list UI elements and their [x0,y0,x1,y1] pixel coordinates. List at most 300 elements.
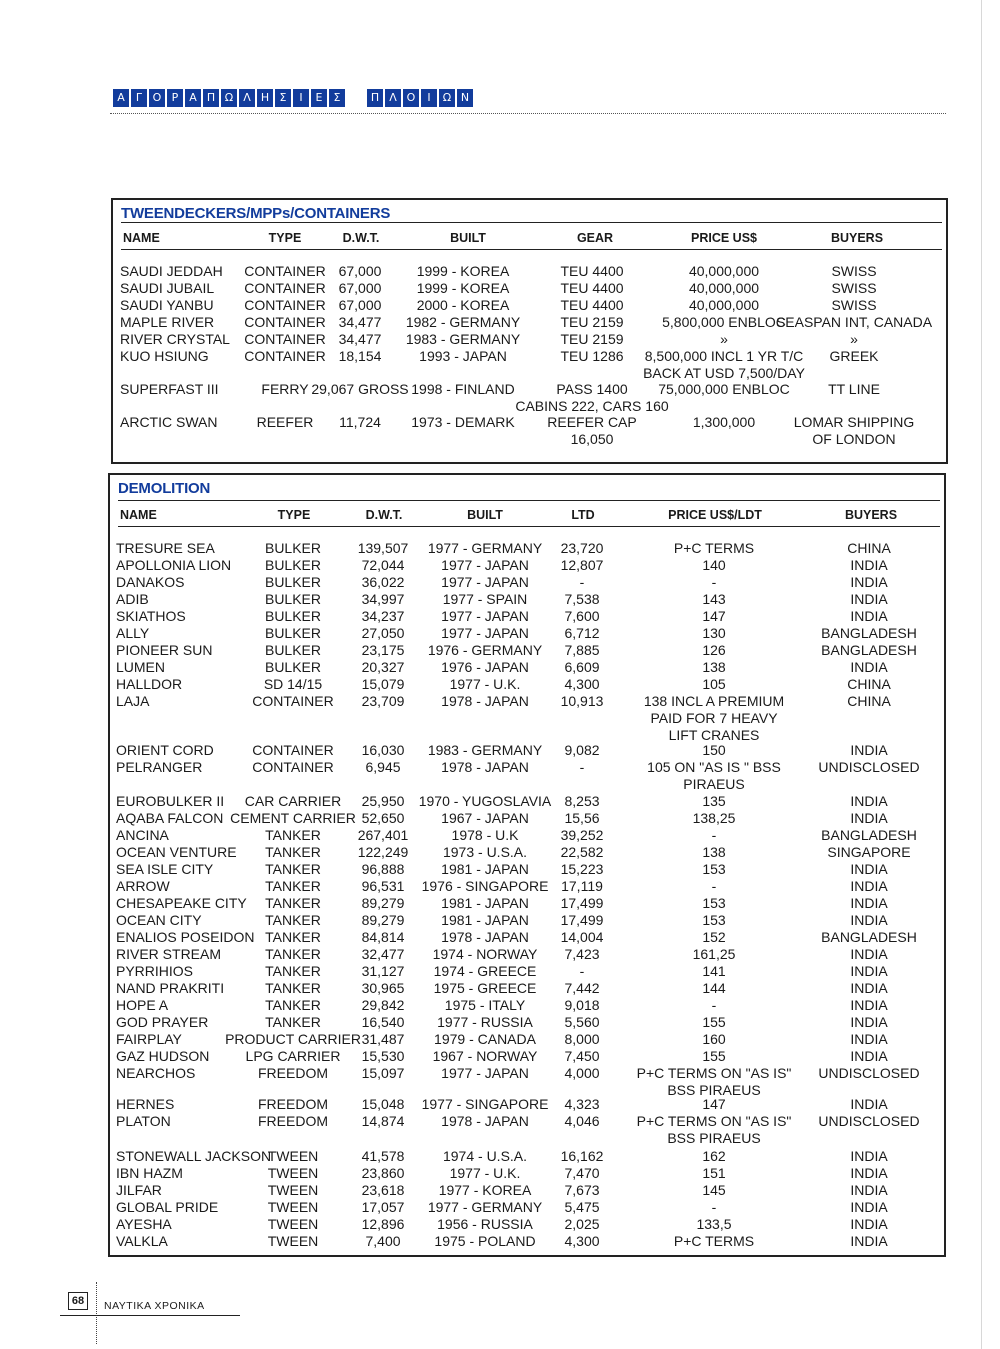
cell-dwt: 11,724 [339,414,381,430]
cell-dwt: 89,279 [361,895,405,911]
cell-built: 1981 - JAPAN [441,895,529,911]
cell-type: TANKER [265,1014,321,1030]
column-header: TYPE [277,508,311,522]
cell-type: CONTAINER [252,693,334,709]
cell-built: 1977 - SPAIN [442,591,528,607]
cell-type: FREEDOM [258,1096,328,1112]
cell-built: 1981 - JAPAN [441,861,529,877]
cell-name: OCEAN VENTURE [116,844,237,860]
cell-dwt: 67,000 [338,263,382,279]
cell-price: P+C TERMS ON "AS IS" [636,1065,792,1081]
cell-built: 1970 - YUGOSLAVIA [418,793,552,809]
cell-built: 1973 - DEMARK [411,414,515,430]
header-letter-tile: Ο [149,89,165,107]
cell-built: 1978 - JAPAN [441,693,529,709]
cell-type: BULKER [264,659,322,675]
cell-dwt: 96,888 [361,861,405,877]
cell-built: 1977 - KOREA [438,1182,532,1198]
cell-dwt: 84,814 [361,929,405,945]
cell-type: TANKER [265,997,321,1013]
column-header: NAME [120,508,157,522]
cell-dwt: 32,477 [361,946,405,962]
cell-dwt: 41,578 [361,1148,405,1164]
cell-buyers: INDIA [850,1096,888,1112]
cell-built: 1976 - GERMANY [427,642,543,658]
cell-dwt: 20,327 [361,659,405,675]
cell-built: 1993 - JAPAN [419,348,507,364]
cell-type: LPG CARRIER [245,1048,341,1064]
cell-name: ENALIOS POSEIDON [116,929,255,945]
cell-type: PRODUCT CARRIER [225,1031,361,1047]
cell-ltd: 4,046 [564,1113,600,1129]
cell-type: TANKER [265,912,321,928]
cell-price: 140 [702,557,726,573]
cell-ltd: 7,442 [564,980,600,996]
cell-gear: TEU 4400 [560,297,624,313]
column-header: LTD [571,508,595,522]
footer-rule [60,1315,240,1316]
header-letter-tile: Ι [421,89,437,107]
cell-type: BULKER [264,557,322,573]
cell-dwt: 34,997 [361,591,405,607]
cell-name: SUPERFAST III [120,381,219,397]
cell-dwt: 122,249 [357,844,409,860]
cell-buyers: INDIA [850,1182,888,1198]
header-letter-tile: Λ [239,89,255,107]
header-letter-tile: Λ [385,89,401,107]
cell-price: 145 [702,1182,726,1198]
cell-ltd: 17,499 [560,912,604,928]
cell-dwt: 15,530 [361,1048,405,1064]
cell-type: TANKER [265,929,321,945]
cell-built: 1977 - GERMANY [427,540,543,556]
cell-buyers: CHINA [847,676,891,692]
cell-name: CHESAPEAKE CITY [116,895,247,911]
column-header: TYPE [268,231,302,245]
cell-price: 126 [702,642,726,658]
cell-buyers: INDIA [850,793,888,809]
cell-name: SAUDI YANBU [120,297,214,313]
cell-ltd: 7,885 [564,642,600,658]
cell-name: GLOBAL PRIDE [116,1199,219,1215]
cell-name: PIONEER SUN [116,642,213,658]
cell-buyers: INDIA [850,1199,888,1215]
cell-ltd: 7,538 [564,591,600,607]
column-header: NAME [123,231,160,245]
header-letter-tile: Γ [131,89,147,107]
cell-ltd: 5,560 [564,1014,600,1030]
cell-price: 138 INCL A PREMIUM [643,693,785,709]
cell-dwt: 29,067 GROSS [311,381,409,397]
cell-price-continued: LIFT CRANES [668,727,760,743]
column-header: PRICE US$/LDT [668,508,762,522]
cell-built: 1999 - KOREA [416,263,510,279]
cell-price: P+C TERMS ON "AS IS" [636,1113,792,1129]
cell-built: 1977 - RUSSIA [437,1014,533,1030]
cell-name: HERNES [116,1096,175,1112]
cell-buyers: INDIA [850,1233,888,1249]
cell-name: SAUDI JEDDAH [120,263,223,279]
cell-dwt: 29,842 [361,997,405,1013]
cell-ltd: - [579,759,585,775]
cell-name: NAND PRAKRITI [116,980,225,996]
tweendeckers-title: TWEENDECKERS/MPPs/CONTAINERS [121,205,391,222]
cell-built: 1977 - U.K. [449,1165,521,1181]
cell-price: P+C TERMS [673,1233,755,1249]
cell-dwt: 15,097 [361,1065,405,1081]
cell-name: KUO HSIUNG [120,348,209,364]
header-letter-tile: Σ [329,89,345,107]
cell-price: 153 [702,912,726,928]
cell-name: ANCINA [116,827,169,843]
column-header: D.W.T. [365,508,403,522]
cell-ltd: 9,082 [564,742,600,758]
cell-price: 40,000,000 [688,280,760,296]
cell-price: 130 [702,625,726,641]
cell-dwt: 52,650 [361,810,405,826]
cell-built: 1979 - CANADA [434,1031,536,1047]
cell-dwt: 12,896 [361,1216,405,1232]
cell-dwt: 23,709 [361,693,405,709]
cell-built: 2000 - KOREA [416,297,510,313]
cell-buyers: BANGLADESH [821,929,917,945]
header-dotted-rule [110,113,946,114]
cell-dwt: 36,022 [361,574,405,590]
page-number: 68 [68,1292,88,1310]
cell-buyers: » [850,331,858,347]
cell-buyers: INDIA [850,557,888,573]
cell-built: 1975 - POLAND [434,1233,536,1249]
header-letter-tile: Π [203,89,219,107]
column-header: D.W.T. [342,231,380,245]
cell-buyers: SEASPAN INT, CANADA [775,314,933,330]
cell-price: 155 [702,1014,726,1030]
cell-buyers: INDIA [850,1031,888,1047]
cell-type: TANKER [265,946,321,962]
page-edge [981,0,982,1349]
cell-type: TANKER [265,861,321,877]
cell-price-continued: PIRAEUS [683,776,745,792]
cell-type: BULKER [264,540,322,556]
cell-gear-continued: 16,050 [570,431,614,447]
cell-ltd: 7,470 [564,1165,600,1181]
cell-price: 8,500,000 INCL 1 YR T/C [644,348,804,364]
cell-dwt: 34,477 [338,331,382,347]
cell-name: LAJA [116,693,150,709]
cell-dwt: 23,618 [361,1182,405,1198]
cell-buyers: INDIA [850,1148,888,1164]
cell-buyers: INDIA [850,963,888,979]
cell-buyers: SWISS [831,280,877,296]
cell-dwt: 18,154 [338,348,382,364]
cell-built: 1998 - FINLAND [411,381,515,397]
cell-ltd: 6,609 [564,659,600,675]
cell-buyers: CHINA [847,540,891,556]
cell-name: APOLLONIA LION [116,557,232,573]
cell-name: RIVER CRYSTAL [120,331,230,347]
cell-ltd: 4,323 [564,1096,600,1112]
cell-type: BULKER [264,591,322,607]
cell-price: 155 [702,1048,726,1064]
cell-name: RIVER STREAM [116,946,222,962]
cell-type: SD 14/15 [263,676,323,692]
cell-type: CAR CARRIER [244,793,342,809]
cell-price: 141 [702,963,726,979]
header-letter-tile: Ο [403,89,419,107]
cell-built: 1974 - NORWAY [432,946,538,962]
cell-type: FREEDOM [258,1113,328,1129]
footer-dotted-rule [96,1282,97,1344]
cell-type: TWEEN [267,1199,319,1215]
cell-buyers: SWISS [831,263,877,279]
header-letter-tile: Ρ [167,89,183,107]
cell-name: ALLY [116,625,150,641]
cell-ltd: 7,450 [564,1048,600,1064]
cell-buyers: SINGAPORE [827,844,911,860]
cell-ltd: 7,600 [564,608,600,624]
cell-price: 147 [702,608,726,624]
cell-gear: TEU 2159 [560,331,624,347]
cell-built: 1977 - JAPAN [441,625,529,641]
magazine-title: ΝΑΥΤΙΚΑ ΧΡΟΝΙΚΑ [104,1300,205,1312]
column-header: BUILT [467,508,503,522]
cell-price: 138 [702,844,726,860]
cell-type: CONTAINER [252,759,334,775]
cell-ltd: 17,499 [560,895,604,911]
cell-ltd: 6,712 [564,625,600,641]
cell-ltd: 15,56 [564,810,600,826]
section-header-tiles [113,89,473,107]
cell-type: REEFER [256,414,314,430]
header-letter-tile: Α [185,89,201,107]
cell-name: LUMEN [116,659,166,675]
cell-type: TWEEN [267,1148,319,1164]
cell-price: 75,000,000 ENBLOC [658,381,790,397]
cell-name: SAUDI JUBAIL [120,280,215,296]
cell-built: 1978 - JAPAN [441,1113,529,1129]
cell-dwt: 67,000 [338,297,382,313]
cell-price: » [720,331,728,347]
demolition-table [108,473,946,1257]
header-letter-tile: Ω [221,89,237,107]
cell-ltd: 4,300 [564,1233,600,1249]
cell-ltd: 16,162 [560,1148,604,1164]
cell-price: 5,800,000 ENBLOC [662,314,786,330]
cell-dwt: 17,057 [361,1199,405,1215]
cell-ltd: 2,025 [564,1216,600,1232]
cell-dwt: 34,237 [361,608,405,624]
cell-buyers: INDIA [850,742,888,758]
cell-price: - [711,878,717,894]
cell-name: AQABA FALCON [116,810,224,826]
cell-price: 161,25 [692,946,736,962]
cell-built: 1999 - KOREA [416,280,510,296]
cell-price: 133,5 [696,1216,732,1232]
cell-ltd: - [579,574,585,590]
cell-ltd: 7,673 [564,1182,600,1198]
cell-price: 153 [702,861,726,877]
cell-name: SKIATHOS [116,608,186,624]
cell-name: OCEAN CITY [116,912,202,928]
header-letter-tile: Ν [457,89,473,107]
cell-built: 1978 - JAPAN [441,759,529,775]
cell-dwt: 15,048 [361,1096,405,1112]
cell-built: 1967 - JAPAN [441,810,529,826]
cell-gear: TEU 1286 [560,348,624,364]
cell-price: 105 ON "AS IS " BSS [647,759,781,775]
cell-price: 160 [702,1031,726,1047]
cell-type: FREEDOM [258,1065,328,1081]
cell-built: 1967 - NORWAY [432,1048,538,1064]
cell-name: MAPLE RIVER [120,314,215,330]
column-header: GEAR [576,231,614,245]
cell-ltd: 4,000 [564,1065,600,1081]
header-letter-tile: Σ [275,89,291,107]
cell-ltd: 4,300 [564,676,600,692]
column-header: PRICE US$ [691,231,757,245]
cell-type: TANKER [265,827,321,843]
cell-dwt: 34,477 [338,314,382,330]
cell-price: - [711,997,717,1013]
cell-price: 138 [702,659,726,675]
cell-name: ADIB [116,591,149,607]
cell-dwt: 14,874 [361,1113,405,1129]
cell-price: P+C TERMS [673,540,755,556]
cell-buyers: TT LINE [828,381,880,397]
cell-name: ORIENT CORD [116,742,214,758]
cell-ltd: 39,252 [560,827,604,843]
cell-type: CONTAINER [252,742,334,758]
cell-gear-continued: CABINS 222, CARS 160 [515,398,669,414]
cell-dwt: 267,401 [357,827,409,843]
cell-buyers: BANGLADESH [821,827,917,843]
cell-buyers: INDIA [850,810,888,826]
cell-built: 1977 - GERMANY [427,1199,543,1215]
cell-ltd: 8,000 [564,1031,600,1047]
cell-type: TWEEN [267,1165,319,1181]
header-letter-tile: Ε [311,89,327,107]
cell-type: CONTAINER [244,314,326,330]
header-letter-tile: Α [113,89,129,107]
cell-type: CONTAINER [244,297,326,313]
cell-name: PELRANGER [116,759,203,775]
cell-built: 1976 - JAPAN [441,659,529,675]
cell-name: STONEWALL JACKSON [116,1148,272,1164]
cell-type: TWEEN [267,1182,319,1198]
cell-type: BULKER [264,642,322,658]
cell-type: BULKER [264,574,322,590]
column-header: BUYERS [844,508,898,522]
cell-price: - [711,574,717,590]
cell-price: 1,300,000 [692,414,756,430]
cell-price-continued: BSS PIRAEUS [667,1082,761,1098]
cell-buyers: CHINA [847,693,891,709]
cell-buyers: BANGLADESH [821,625,917,641]
cell-price: 151 [702,1165,726,1181]
cell-built: 1978 - U.K [451,827,519,843]
cell-buyers: INDIA [850,659,888,675]
header-letter-tile: Π [367,89,383,107]
cell-name: TRESURE SEA [116,540,215,556]
cell-buyers: BANGLADESH [821,642,917,658]
cell-gear: TEU 2159 [560,314,624,330]
cell-type: CEMENT CARRIER [230,810,356,826]
cell-price: 162 [702,1148,726,1164]
cell-buyers: INDIA [850,980,888,996]
cell-buyers: INDIA [850,912,888,928]
cell-name: FAIRPLAY [116,1031,182,1047]
cell-buyers: LOMAR SHIPPING [793,414,915,430]
cell-dwt: 25,950 [361,793,405,809]
cell-dwt: 23,175 [361,642,405,658]
cell-ltd: 15,223 [560,861,604,877]
cell-ltd: 23,720 [560,540,604,556]
cell-gear: TEU 4400 [560,263,624,279]
cell-buyers: SWISS [831,297,877,313]
cell-price: 152 [702,929,726,945]
cell-price: 153 [702,895,726,911]
cell-built: 1982 - GERMANY [405,314,521,330]
cell-built: 1973 - U.S.A. [442,844,528,860]
cell-buyers: INDIA [850,608,888,624]
cell-buyers-continued: OF LONDON [812,431,896,447]
cell-name: VALKLA [116,1233,168,1249]
cell-built: 1977 - JAPAN [441,574,529,590]
cell-type: TANKER [265,980,321,996]
title-rule [118,500,940,501]
demolition-title: DEMOLITION [118,480,211,497]
header-rule [121,249,942,250]
cell-type: TANKER [265,895,321,911]
column-header: BUILT [450,231,486,245]
cell-dwt: 23,860 [361,1165,405,1181]
header-letter-tile: Ω [439,89,455,107]
cell-buyers: INDIA [850,1048,888,1064]
cell-ltd: 17,119 [561,878,603,894]
cell-ltd: - [579,963,585,979]
cell-buyers: UNDISCLOSED [818,1065,920,1081]
cell-buyers: INDIA [850,895,888,911]
cell-price: 40,000,000 [688,297,760,313]
cell-price: 147 [702,1096,726,1112]
cell-dwt: 89,279 [361,912,405,928]
cell-type: CONTAINER [244,348,326,364]
cell-name: IBN HAZM [116,1165,183,1181]
cell-name: ARROW [116,878,170,894]
cell-name: HALLDOR [116,676,183,692]
cell-buyers: INDIA [850,1216,888,1232]
cell-ltd: 14,004 [560,929,604,945]
cell-buyers: GREEK [829,348,879,364]
cell-name: GAZ HUDSON [116,1048,210,1064]
cell-ltd: 22,582 [560,844,604,860]
cell-name: EUROBULKER II [116,793,225,809]
cell-gear: TEU 4400 [560,280,624,296]
cell-built: 1977 - JAPAN [441,557,529,573]
cell-name: PLATON [116,1113,171,1129]
cell-type: BULKER [264,608,322,624]
cell-type: CONTAINER [244,263,326,279]
cell-built: 1977 - JAPAN [441,1065,529,1081]
cell-name: JILFAR [116,1182,162,1198]
cell-name: HOPE A [116,997,169,1013]
cell-built: 1956 - RUSSIA [437,1216,533,1232]
cell-dwt: 16,540 [361,1014,405,1030]
cell-built: 1974 - GREECE [433,963,537,979]
cell-price: 138,25 [692,810,736,826]
cell-ltd: 12,807 [560,557,604,573]
cell-built: 1977 - SINGAPORE [421,1096,549,1112]
